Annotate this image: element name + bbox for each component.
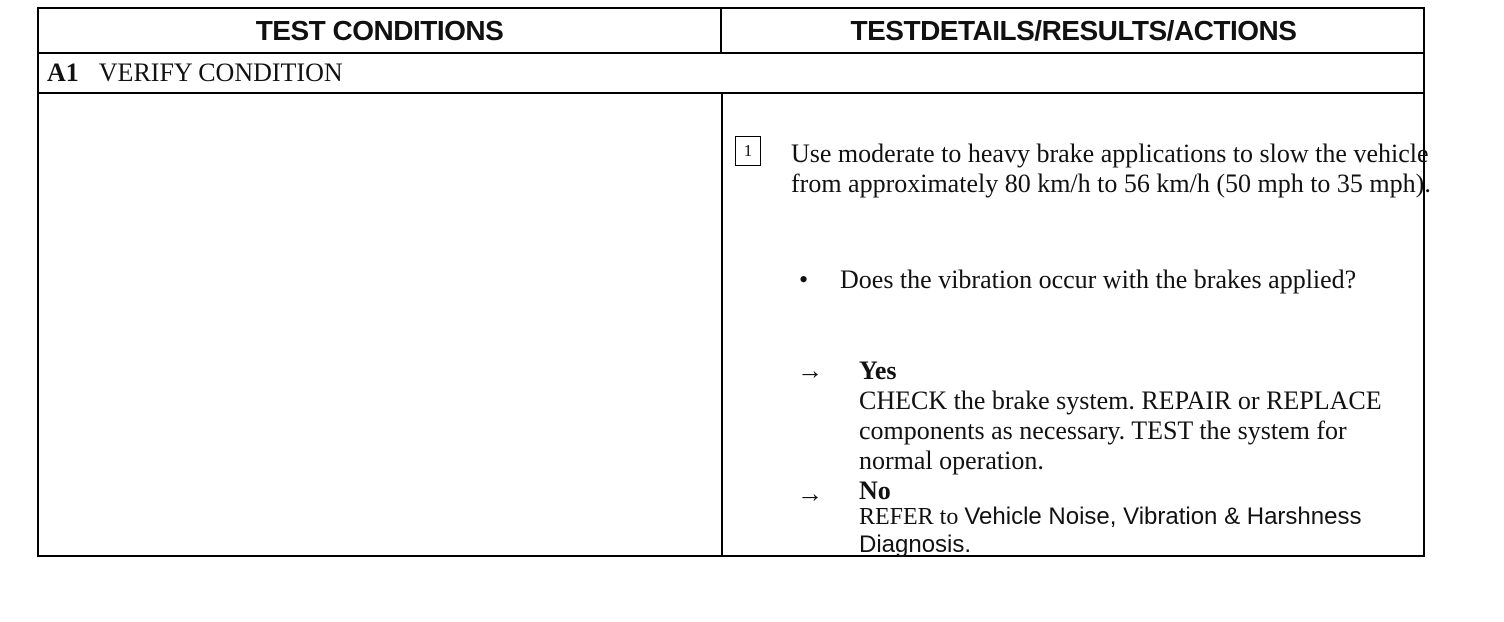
no-action [859,503,1419,559]
yes-action: CHECK the brake system. REPAIR or REPLACE components as necessary. TEST the system for normal operation. [859,386,1382,475]
bullet-icon: • [799,265,809,294]
step-number-box: 1 [735,136,761,166]
arrow-right-icon: → [797,479,823,508]
step-instruction: Use moderate to heavy brake applications to slow the vehicle from approximately 80 km/h to 56 km/h (50 mph to 35 mph). [791,139,1431,198]
no-reference-link[interactable]: Vehicle Noise, Vibration & Harshness Diagnosis. [859,503,1362,558]
arrow-right-icon: → [797,356,823,385]
section-divider [39,92,1423,94]
section-title: VERIFY CONDITION [98,58,343,87]
header-test-details: TESTDETAILS/RESULTS/ACTIONS [850,15,1297,46]
column-divider [721,93,723,555]
step-question: Does the vibration occur with the brakes applied? [840,265,1357,294]
section-heading [47,54,343,92]
yes-label: Yes [859,356,897,385]
section-id: A1 [47,58,79,87]
no-label: No [859,476,891,505]
header-test-conditions: TEST CONDITIONS [39,9,722,53]
no-refer-text: REFER to [859,504,959,530]
diagnostic-table [37,7,1431,558]
